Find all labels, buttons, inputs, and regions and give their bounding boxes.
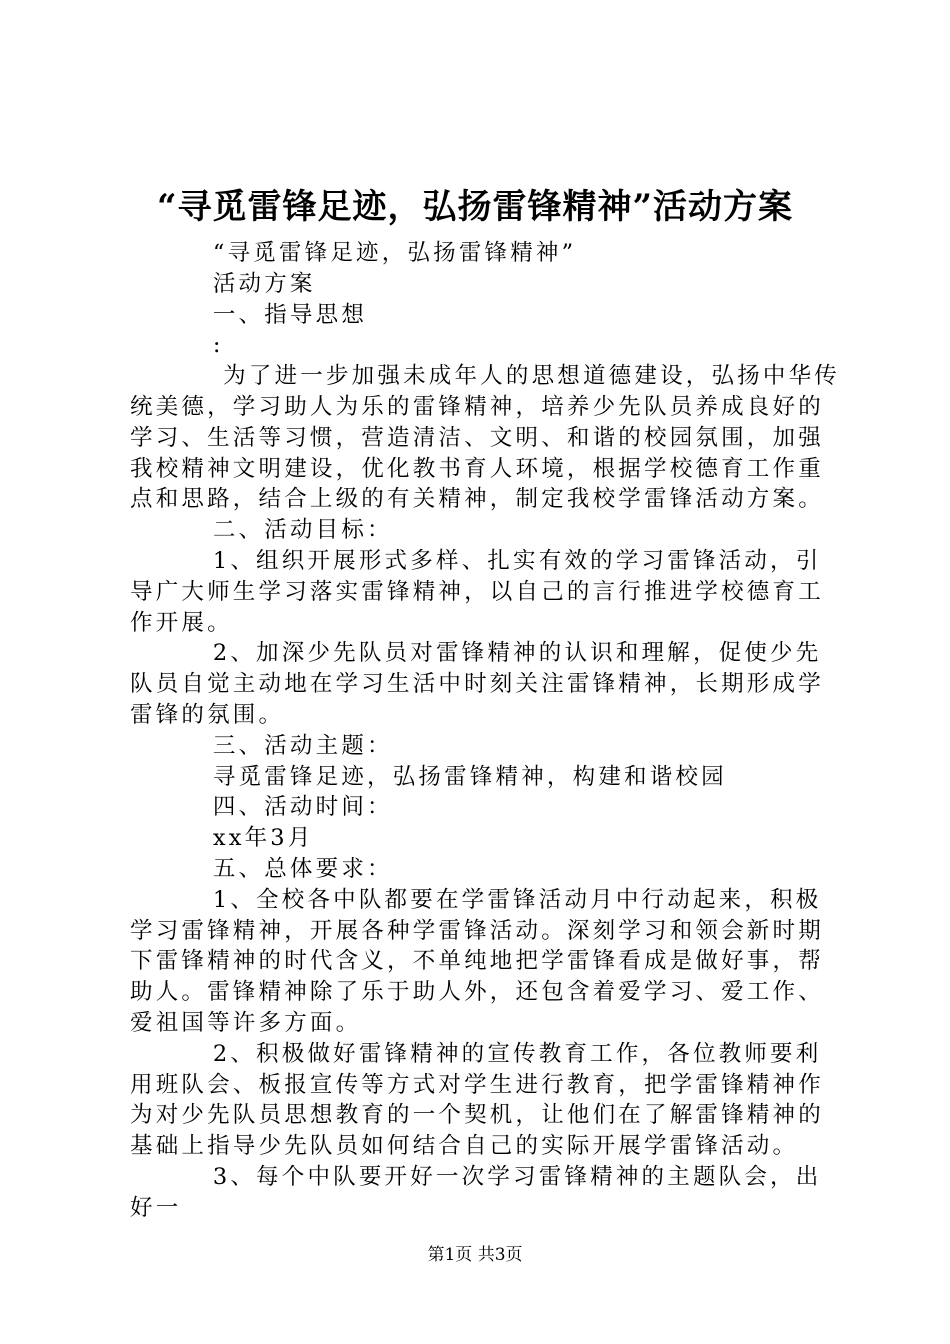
paragraph-goal-1: 1、组织开展形式多样、扎实有效的学习雷锋活动，引导广大师生学习落实雷锋精神，以自己的言行推进学校德育工作开展。 <box>130 547 824 636</box>
heading-guiding-ideology: 一、指导思想 <box>130 301 368 328</box>
heading-activity-time: 四、活动时间： <box>130 794 393 821</box>
paragraph-theme: 寻觅雷锋足迹，弘扬雷锋精神，构建和谐校园 <box>130 763 727 790</box>
colon-line: : <box>130 332 224 359</box>
document-title: “寻觅雷锋足迹，弘扬雷锋精神”活动方案 <box>156 187 794 227</box>
paragraph-requirement-1: 1、全校各中队都要在学雷锋活动月中行动起来，积极学习雷锋精神，开展各种学雷锋活动。深刻学习和领会新时期下雷锋精神的时代含义，不单纯地把学雷锋看成是做好事，帮助人。雷锋精神除了乐于助人外，还包含着爱学习、爱工作、爱祖国等许多方面。 <box>130 886 824 1036</box>
paragraph-goal-2: 2、加深少先队员对雷锋精神的认识和理解，促使少先队员自觉主动地在学习生活中时刻关注雷锋精神，长期形成学雷锋的氛围。 <box>130 640 824 728</box>
heading-overall-requirements: 五、总体要求： <box>130 855 393 882</box>
heading-activity-goals: 二、活动目标： <box>130 517 393 544</box>
paragraph-requirement-2: 2、积极做好雷锋精神的宣传教育工作，各位教师要利用班队会、板报宣传等方式对学生进行教育，把学雷锋精神作为对少先队员思想教育的一个契机，让他们在了解雷锋精神的基础上指导少先队员如何结合自己的实际开展学雷锋活动。 <box>130 1040 824 1160</box>
document-body <box>130 238 846 1224</box>
paragraph-subtitle-line-1: “寻觅雷锋足迹，弘扬雷锋精神” <box>130 240 577 266</box>
heading-activity-theme: 三、活动主题： <box>130 732 393 759</box>
paragraph-time: xx年3月 <box>130 825 314 852</box>
paragraph-intro: 为了进一步加强未成年人的思想道德建设，弘扬中华传统美德，学习助人为乐的雷锋精神，培养少先队员养成良好的学习、生活等习惯，营造清洁、文明、和谐的校园氛围，加强我校精神文明建设，优化教书育人环境，根据学校德育工作重点和思路，结合上级的有关精神，制定我校学雷锋活动方案。 <box>130 363 840 513</box>
paragraph-subtitle-line-2: 活动方案 <box>130 270 316 297</box>
paragraph-requirement-3: 3、每个中队要开好一次学习雷锋精神的主题队会，出好一 <box>130 1163 822 1221</box>
page-footer: 第1页 共3页 <box>427 1245 523 1265</box>
